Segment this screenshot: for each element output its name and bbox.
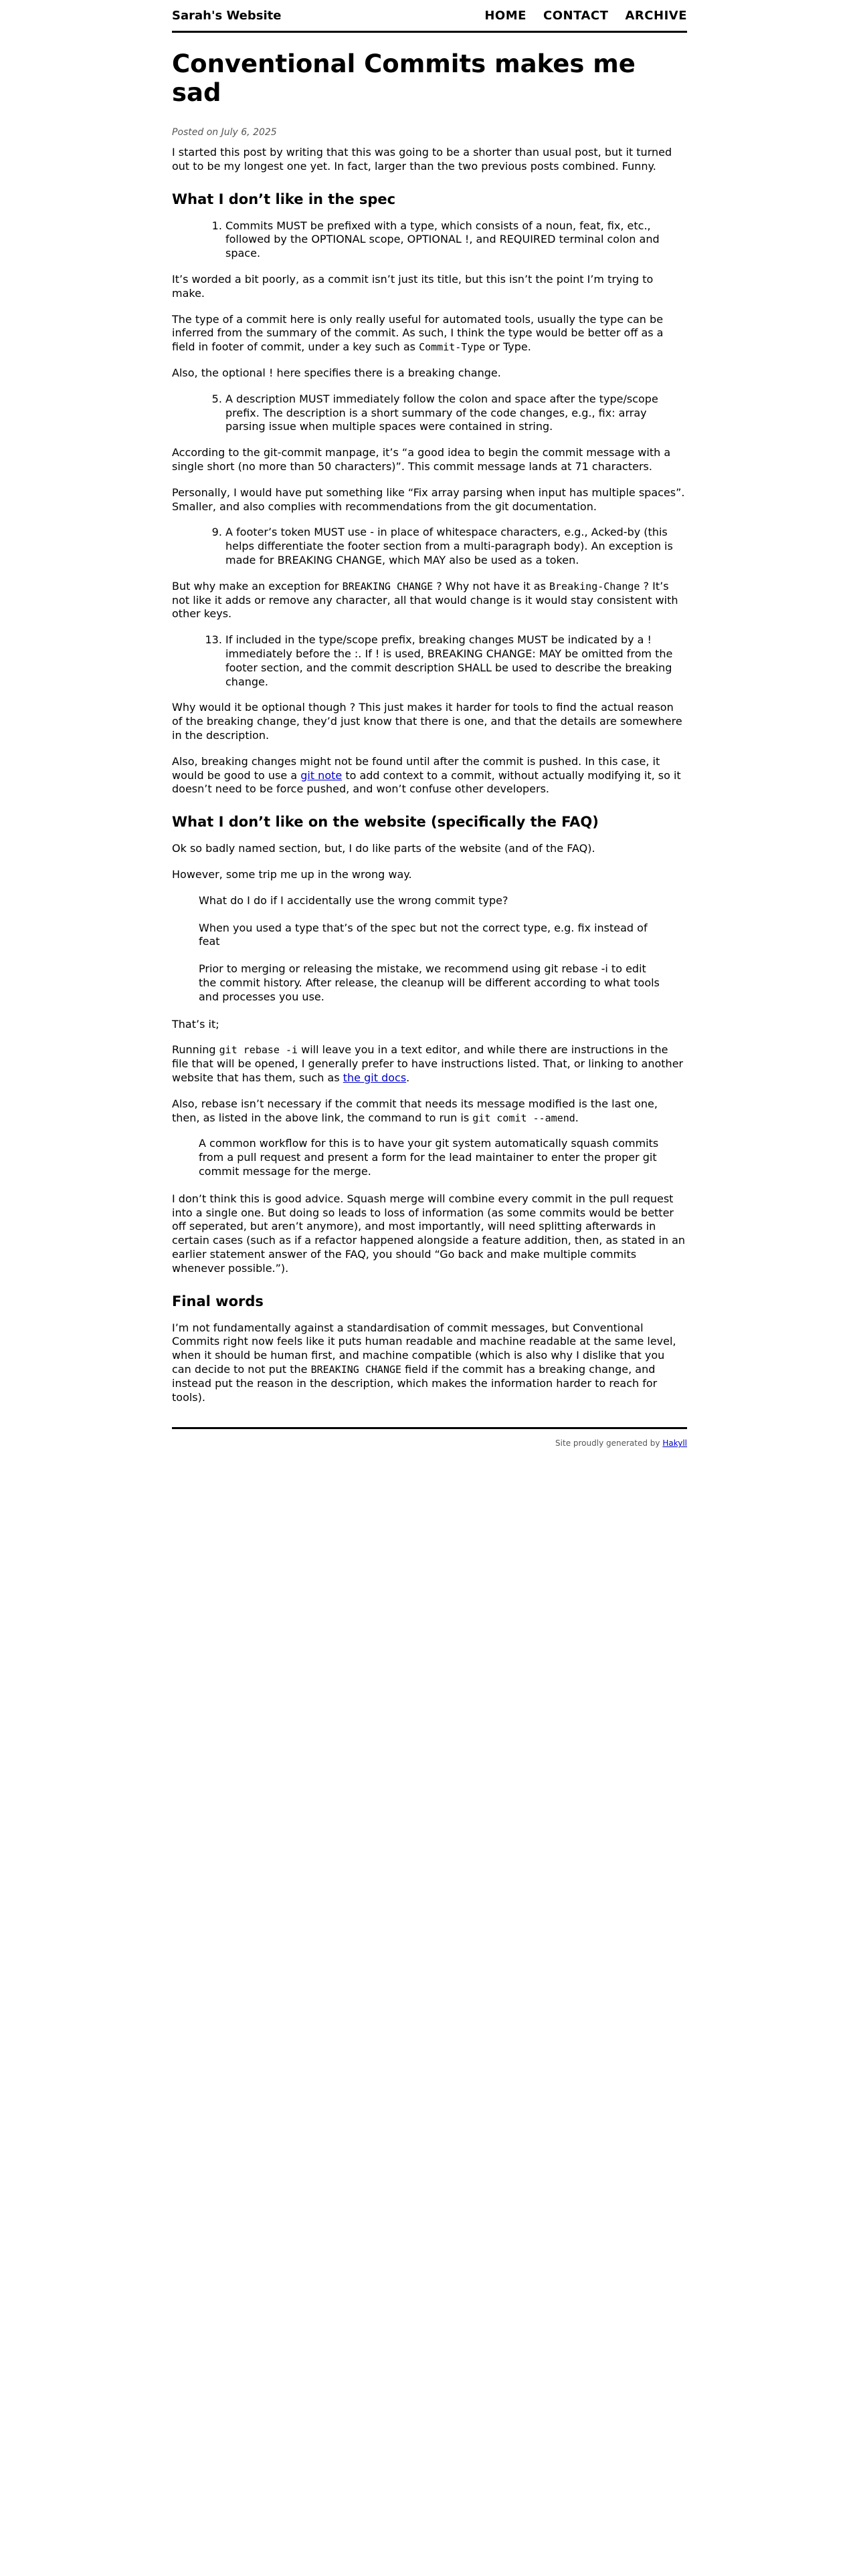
paragraph: Also, rebase isn’t necessary if the commit that needs its message modified is the last one, then, as listed in the above link, the command to run is git comit --amend. (172, 1097, 658, 1124)
spec-item-list (172, 393, 687, 434)
paragraph: I don’t think this is good advice. Squash merge will combine every commit in the pull request into a single one. But doing so leads to loss of information (as some commits would be better off seperated, but aren’t anymore), and most importantly, will need splitting afterwards in certain cases (such as if a refactor happened alongside a feature addition, then, as stated in an earlier statement answer of the FAQ, you should “Go back and make multiple commits whenever possible.”). (172, 1192, 686, 1275)
hakyll-link[interactable]: Hakyll (662, 1438, 687, 1448)
post-title: Conventional Commits makes me sad (172, 49, 636, 107)
spec-item-list (172, 633, 687, 689)
spec-item-9: 9. A footer’s token MUST use - in place of whitespace characters, e.g., Acked-by (this helps differentiate the footer section from a multi-paragraph body). An exception is made for BREAKING CHANGE, which MAY also be used as a token. (225, 526, 687, 567)
inline-code: BREAKING CHANGE (310, 1363, 402, 1376)
site-header (172, 0, 687, 33)
intro-paragraph: I started this post by writing that this was going to be a shorter than usual post, but it turned out to be my longest one yet. In fact, larger than the two previous posts combined. Funny. (172, 146, 672, 173)
quote-paragraph: What do I do if I accidentally use the wrong commit type? (199, 893, 508, 907)
main-nav (471, 9, 687, 23)
nav-archive-link[interactable]: ARCHIVE (625, 8, 687, 23)
inline-code: BREAKING CHANGE (342, 580, 434, 593)
paragraph: That’s it; (172, 1017, 219, 1031)
section-heading-spec: What I don’t like in the spec (172, 191, 396, 207)
spec-item-13: 13. If included in the type/scope prefix, breaking changes MUST be indicated by a ! immediately before the :. If ! is used, BREAKING CHANGE: MAY be omitted from the footer section, and the commit description SHALL be used to describe the breaking change. (225, 633, 687, 689)
section-heading-final: Final words (172, 1293, 264, 1309)
post-content (172, 33, 687, 1404)
paragraph: I’m not fundamentally against a standardisation of commit messages, but Conventional Commits right now feels like it puts human readable and machine readable at the same level, when it should be human first, and machine compatible (which is also why I dislike that you can decide to not put the BREAKING CHANGE field if the commit has a breaking change, and instead put the reason in the description, which makes the information harder to reach for tools). (172, 1321, 676, 1404)
quote-paragraph: A common workflow for this is to have your git system automatically squash commits from a pull request and present a form for the lead maintainer to enter the proper git commit message for the merge. (199, 1137, 659, 1178)
git-note-link[interactable]: git note (300, 768, 343, 782)
post-date: Posted on July 6, 2025 (172, 127, 277, 138)
paragraph: According to the git-commit manpage, it’s “a good idea to begin the commit message with a single short (no more than 50 characters)”. This commit message lands at 71 characters. (172, 446, 671, 473)
spec-item-list (172, 526, 687, 567)
nav-contact-link[interactable]: CONTACT (543, 8, 609, 23)
faq-quote (199, 894, 687, 1004)
site-footer (172, 1427, 687, 1448)
paragraph: Also, breaking changes might not be found until after the commit is pushed. In this case, it would be good to use a git note to add context to a commit, without actually modifying it, so it doesn’t need to be force pushed, and won’t confuse other developers. (172, 754, 681, 796)
git-docs-link[interactable]: the git docs (343, 1071, 407, 1084)
section-heading-faq: What I don’t like on the website (specifically the FAQ) (172, 814, 599, 831)
spec-item-5: 5. A description MUST immediately follow the colon and space after the type/scope prefix. The description is a short summary of the code changes, e.g., fix: array parsing issue when multiple spaces were contained in string. (225, 393, 687, 434)
spec-item-1: 1. Commits MUST be prefixed with a type, which consists of a noun, feat, fix, etc., followed by the OPTIONAL scope, OPTIONAL !, and REQUIRED terminal colon and space. (225, 219, 687, 261)
paragraph: It’s worded a bit poorly, as a commit isn’t just its title, but this isn’t the point I’m trying to make. (172, 273, 654, 300)
paragraph: Why would it be optional though ? This just makes it harder for tools to find the actual reason of the breaking change, they’d just know that there is one, and that the details are somewhere in the description. (172, 701, 682, 742)
footer-text: Site proudly generated by (555, 1438, 663, 1448)
paragraph: Also, the optional ! here specifies there is a breaking change. (172, 366, 501, 380)
inline-code: git comit --amend (472, 1111, 575, 1124)
quote-paragraph: When you used a type that’s of the spec but not the correct type, e.g. fix instead of feat (199, 921, 648, 948)
site-title-link[interactable]: Sarah's Website (172, 8, 282, 23)
faq-quote (199, 1137, 687, 1178)
nav-home-link[interactable]: HOME (484, 8, 527, 23)
page-container (172, 0, 687, 1448)
inline-code: git rebase -i (219, 1044, 298, 1057)
paragraph: Personally, I would have put something like “Fix array parsing when input has multiple spaces”. Smaller, and also complies with recommendations from the git documentation. (172, 486, 685, 513)
paragraph: However, some trip me up in the wrong way. (172, 867, 412, 881)
paragraph: Ok so badly named section, but, I do like parts of the website (and of the FAQ). (172, 842, 595, 855)
spec-item-list (172, 219, 687, 261)
inline-code: Commit-Type (419, 341, 486, 354)
inline-code: Breaking-Change (549, 580, 640, 593)
paragraph: The type of a commit here is only really useful for automated tools, usually the type can be inferred from the summary of the commit. As such, I think the type would be better off as a field in footer of commit, under a key such as Commit-Type or Type. (172, 312, 664, 354)
quote-paragraph: Prior to merging or releasing the mistake, we recommend using git rebase -i to edit the commit history. After release, the cleanup will be different according to what tools and processes you use. (199, 962, 660, 1003)
paragraph: Running git rebase -i will leave you in a text editor, and while there are instructions in the file that will be opened, I generally prefer to have instructions listed. That, or linking to another website that has them, such as the git docs. (172, 1043, 684, 1084)
paragraph: But why make an exception for BREAKING CHANGE ? Why not have it as Breaking-Change ? It’s not like it adds or remove any character, all that would change is it would stay consistent with other keys. (172, 579, 678, 621)
